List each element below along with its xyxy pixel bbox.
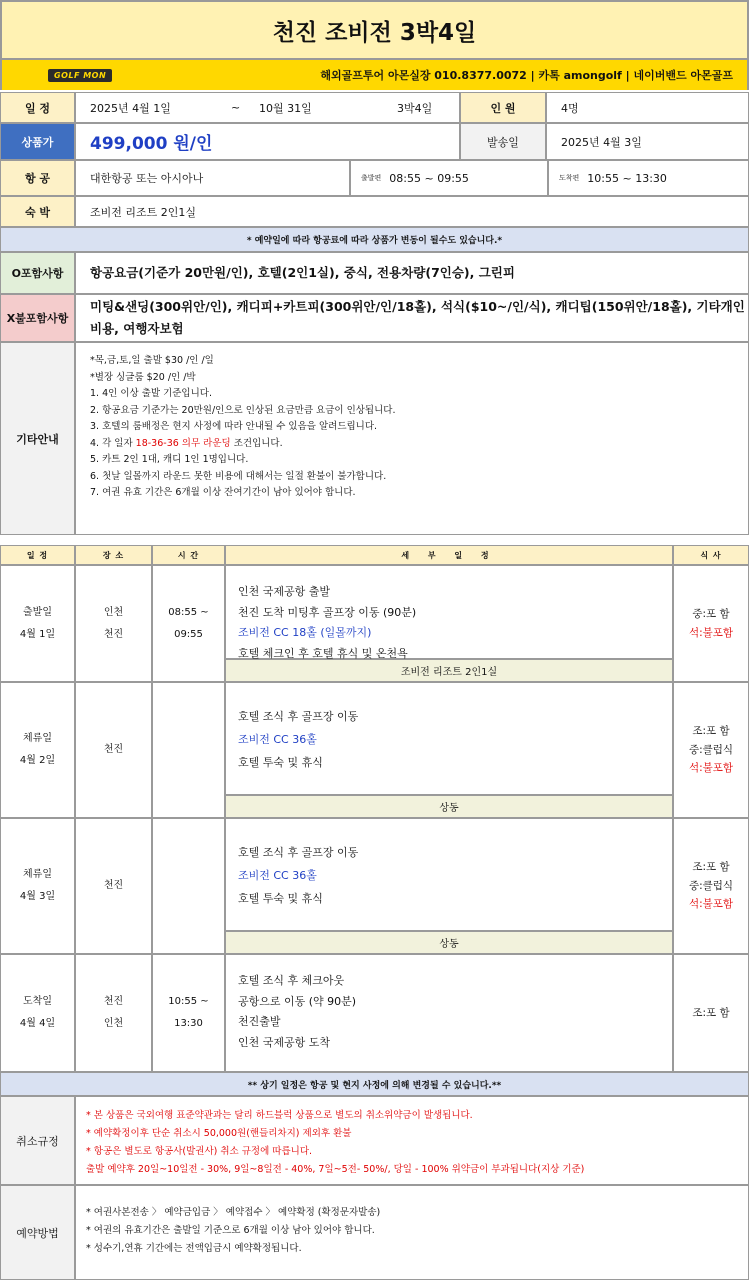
included-label: O포함사항	[0, 252, 75, 294]
schedule-notice: ** 상기 일정은 항공 및 현지 사정에 의해 변경될 수 있습니다.**	[0, 1072, 749, 1096]
day4-place2: 인천	[103, 1018, 124, 1029]
day3-place	[75, 818, 152, 954]
excluded-value: 미팅&샌딩(300위안/인), 캐디피+카트피(300위안/인/18홀), 석식($10~/인/식), 캐디팁(150위안/18홀), 기타개인비용, 여행자보험	[75, 294, 749, 342]
day4-meal-breakfast: 조:포 함	[692, 1006, 730, 1019]
hotel-value: 조비전 리조트 2인1실	[75, 196, 749, 227]
cancel-line: * 항공은 별도로 항공사(발권사) 취소 규정에 따릅니다.	[86, 1146, 313, 1157]
etc-line4-post: 조건입니다.	[230, 437, 283, 449]
cancel-line: * 예약확정이후 단순 취소시 50,000원(핸들리차지) 제외후 환불	[86, 1128, 352, 1139]
day2-hotel: 상동	[225, 795, 673, 818]
day3-place1: 천진	[103, 880, 124, 891]
day4-place	[75, 954, 152, 1072]
day3-meal-dinner: 석:불포함	[688, 898, 734, 911]
day3-name: 체류일	[23, 869, 52, 880]
day1-line: 호텔 체크인 후 호텔 휴식 및 온천욕	[238, 646, 408, 660]
day1-line: 천진 도착 미팅후 골프장 이동 (90분)	[238, 605, 417, 619]
day1-meal	[673, 565, 749, 682]
outbound-label: 출발편	[361, 174, 382, 182]
day2-label	[0, 682, 75, 818]
day1-golf: 조비전 CC 18홀 (일몰까지)	[238, 626, 372, 639]
day1-time1: 08:55 ~	[168, 606, 209, 618]
sched-header-meal: 식 사	[673, 545, 749, 565]
cancel-line: 출발 예약후 20일~10일전 - 30%, 9일~8일전 - 40%, 7일~5전- 50%/, 당일 - 100% 위약금이 부과됩니다(지상 기준)	[86, 1164, 585, 1175]
cancel-label: 취소규정	[0, 1096, 75, 1185]
period-value	[75, 92, 460, 123]
day1-place	[75, 565, 152, 682]
day2-detail	[225, 682, 673, 795]
cancel-policy	[75, 1096, 749, 1185]
day2-meal	[673, 682, 749, 818]
etc-line-round	[90, 436, 748, 453]
people-value: 4명	[546, 92, 749, 123]
etc-info	[75, 342, 749, 535]
etc-line: 3. 호텔의 룸배정은 현지 사정에 따라 안내될 수 있음을 알려드립니다.	[90, 421, 378, 432]
day1-hotel: 조비전 리조트 2인1실	[225, 659, 673, 682]
day1-date: 4월 1일	[19, 628, 56, 640]
day4-time	[152, 954, 225, 1072]
day2-place	[75, 682, 152, 818]
day1-place2: 천진	[103, 628, 124, 640]
day1-detail	[225, 565, 673, 659]
send-date-label: 발송일	[460, 123, 546, 160]
day3-meal-lunch: 중:클럽식	[688, 879, 734, 892]
day3-date: 4월 3일	[19, 891, 56, 902]
day4-date: 4월 4일	[19, 1018, 56, 1029]
day2-meal-breakfast: 조:포 함	[692, 725, 730, 738]
day2-line: 호텔 조식 후 골프장 이동	[238, 710, 359, 723]
day2-place1: 천진	[103, 744, 124, 755]
reservation-line: * 여권의 유효기간은 출발일 기준으로 6개월 이상 남아 있어야 합니다.	[86, 1225, 375, 1236]
day3-line: 호텔 조식 후 골프장 이동	[238, 846, 359, 859]
etc-line4-red: 18-36-36 의무 라운딩	[135, 437, 231, 449]
period-end: 10월 31일	[259, 101, 312, 115]
sched-header-detail: 세 부 일 정	[225, 545, 673, 565]
cancel-line: * 본 상품은 국외여행 표준약관과는 달리 하드블럭 상품으로 별도의 취소위약금이 발생됩니다.	[86, 1110, 473, 1121]
day4-line: 인천 국제공항 도착	[238, 1035, 331, 1049]
day4-label	[0, 954, 75, 1072]
day3-meal	[673, 818, 749, 954]
period-label: 일 정	[0, 92, 75, 123]
day1-time	[152, 565, 225, 682]
day2-golf: 조비전 CC 36홀	[238, 733, 317, 746]
etc-line: 6. 첫날 일몰까지 라운드 못한 비용에 대해서는 일절 환불이 불가합니다.	[90, 470, 387, 482]
day3-hotel: 상동	[225, 931, 673, 954]
day4-detail	[225, 954, 673, 1072]
etc-line: 2. 항공요금 기준가는 20만원/인으로 인상된 요금만큼 요금이 인상됩니다.	[90, 404, 396, 416]
day2-line: 호텔 투숙 및 휴식	[238, 756, 323, 769]
contact-bar	[0, 60, 749, 90]
etc-line: 1. 4인 이상 출발 기준입니다.	[90, 388, 212, 399]
etc-line: 5. 카트 2인 1대, 캐디 1인 1명입니다.	[90, 454, 249, 465]
price-value: 499,000 원/인	[75, 123, 460, 160]
day4-line: 호텔 조식 후 체크아웃	[238, 974, 345, 987]
day3-time	[152, 818, 225, 954]
sched-header-day: 일 정	[0, 545, 75, 565]
day3-line: 호텔 투숙 및 휴식	[238, 892, 323, 905]
etc-line: *별장 싱글룸 $20 /인 /박	[90, 371, 196, 383]
excluded-label: X불포함사항	[0, 294, 75, 342]
price-label: 상품가	[0, 123, 75, 160]
day1-place1: 인천	[103, 606, 124, 618]
outbound-flight	[350, 160, 548, 196]
day3-golf: 조비전 CC 36홀	[238, 869, 317, 882]
day4-line: 천진출발	[238, 1015, 281, 1028]
reservation-method	[75, 1185, 749, 1280]
outbound-time: 08:55 ~ 09:55	[389, 171, 469, 185]
etc-line4-pre: 4. 각 일자	[90, 437, 136, 449]
day3-label	[0, 818, 75, 954]
day1-meal-dinner: 석:불포함	[688, 626, 734, 639]
send-date-value: 2025년 4월 3일	[546, 123, 749, 160]
day3-detail	[225, 818, 673, 931]
day3-meal-breakfast: 조:포 함	[692, 861, 730, 874]
people-label: 인 원	[460, 92, 546, 123]
inbound-time: 10:55 ~ 13:30	[587, 171, 667, 185]
day2-date: 4월 2일	[19, 755, 56, 766]
contact-info: 해외골프투어 아몬실장 010.8377.0072 | 카톡 amongolf | 네이버밴드 아몬골프	[320, 69, 733, 82]
day4-name: 도착일	[23, 996, 52, 1007]
hotel-label: 숙 박	[0, 196, 75, 227]
day4-time2: 13:30	[174, 1018, 203, 1029]
airline-value: 대한항공 또는 아시아나	[75, 160, 350, 196]
reservation-line: * 성수기,연휴 기간에는 전액입금시 예약확정됩니다.	[86, 1243, 302, 1254]
sched-header-time: 시 간	[152, 545, 225, 565]
day1-line: 인천 국제공항 출발	[238, 585, 331, 598]
day2-meal-lunch: 중:클럽식	[688, 743, 734, 756]
day4-line: 공항으로 이동 (약 90분)	[238, 994, 357, 1008]
day1-meal-lunch: 중:포 함	[692, 608, 730, 620]
period-start: 2025년 4월 1일	[90, 101, 171, 115]
page-title: 천진 조비전 3박4일	[0, 0, 749, 60]
day2-meal-dinner: 석:불포함	[688, 762, 734, 775]
inbound-flight	[548, 160, 749, 196]
day4-place1: 천진	[103, 996, 124, 1007]
price-notice: * 예약일에 따라 항공료에 따라 상품가 변동이 될수도 있습니다.*	[0, 227, 749, 252]
airline-label: 항 공	[0, 160, 75, 196]
nights: 3박4일	[397, 101, 433, 115]
etc-line: 7. 여권 유효 기간은 6개월 이상 잔여기간이 남아 있어야 합니다.	[90, 487, 356, 498]
reservation-line: * 여권사본전송 〉 예약금입금 〉 예약접수 〉 예약확정 (확정문자발송)	[86, 1207, 381, 1218]
day2-name: 체류일	[23, 733, 52, 744]
golfmon-logo: GOLF MON	[48, 69, 112, 82]
reservation-label: 예약방법	[0, 1185, 75, 1280]
day1-name: 출발일	[23, 606, 52, 618]
day2-time	[152, 682, 225, 818]
included-value: 항공요금(기준가 20만원/인), 호텔(2인1실), 중식, 전용차량(7인승), 그린피	[75, 252, 749, 294]
etc-line: *목,금,토,일 출발 $30 /인 /일	[90, 355, 214, 366]
etc-label: 기타안내	[0, 342, 75, 535]
day4-time1: 10:55 ~	[168, 996, 209, 1007]
day4-meal	[673, 954, 749, 1072]
day1-label	[0, 565, 75, 682]
sched-header-place: 장 소	[75, 545, 152, 565]
inbound-label: 도착편	[559, 174, 580, 182]
period-tilde: ~	[231, 101, 241, 114]
day1-time2: 09:55	[174, 628, 203, 640]
